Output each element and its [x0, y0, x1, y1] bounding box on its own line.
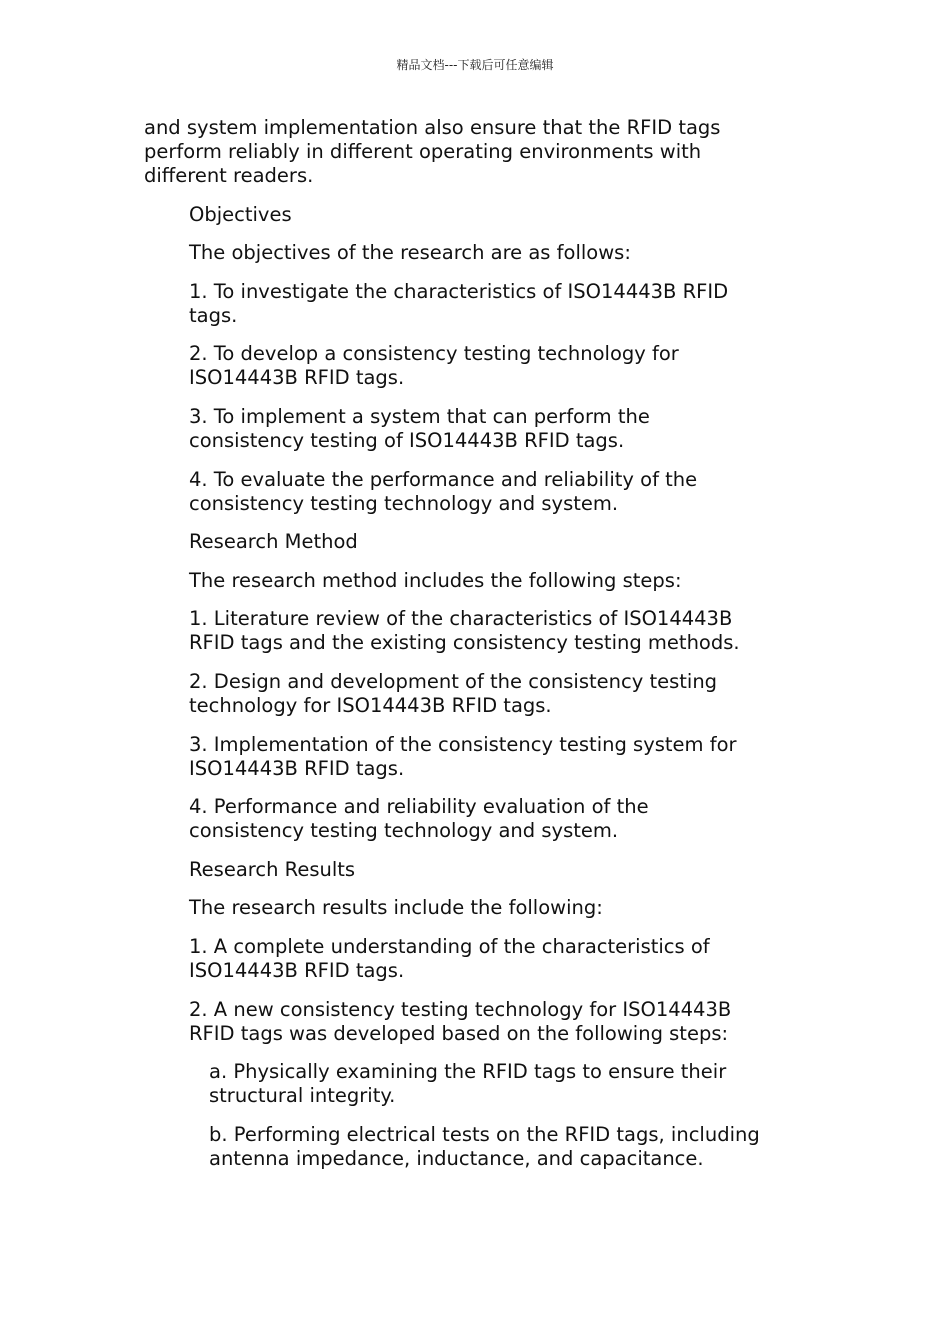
text-line: 4. To evaluate the performance and reliability of the	[189, 467, 698, 491]
paragraph	[144, 342, 824, 390]
text-line: and system implementation also ensure that the RFID tags	[144, 116, 721, 139]
text-line: RFID tags and the existing consistency testing methods.	[189, 631, 740, 655]
text-line: 3. Implementation of the consistency testing system for	[189, 732, 737, 756]
text-line: 4. Performance and reliability evaluation of the	[189, 795, 649, 819]
paragraph	[144, 1123, 824, 1171]
text-line: antenna impedance, inductance, and capacitance.	[209, 1146, 704, 1170]
text-line: consistency testing technology and system.	[189, 819, 619, 843]
text-line: 2. Design and development of the consistency testing	[189, 669, 718, 693]
text-line: The objectives of the research are as follows:	[189, 241, 631, 265]
paragraph	[144, 896, 824, 920]
text-line: 3. To implement a system that can perform the	[189, 404, 650, 428]
document-body	[144, 116, 824, 1185]
paragraph	[144, 998, 824, 1046]
paragraph	[144, 733, 824, 781]
text-line: 1. To investigate the characteristics of ISO14443B RFID	[189, 279, 729, 303]
paragraph	[144, 116, 824, 188]
paragraph	[144, 607, 824, 655]
text-line: Research Method	[189, 530, 358, 554]
paragraph	[144, 405, 824, 453]
text-line: ISO14443B RFID tags.	[189, 958, 405, 982]
text-line: consistency testing technology and system.	[189, 491, 619, 515]
paragraph	[144, 935, 824, 983]
text-line: 2. To develop a consistency testing technology for	[189, 342, 679, 366]
text-line: structural integrity.	[209, 1084, 396, 1108]
paragraph	[144, 1060, 824, 1108]
text-line: perform reliably in different operating environments with	[144, 140, 702, 163]
paragraph	[144, 280, 824, 328]
text-line: 1. A complete understanding of the characteristics of	[189, 934, 710, 958]
paragraph	[144, 203, 824, 227]
text-line: different readers.	[144, 164, 314, 187]
paragraph	[144, 858, 824, 882]
page-header: 精品文档---下载后可任意编辑	[396, 58, 554, 72]
paragraph	[144, 530, 824, 554]
text-line: ISO14443B RFID tags.	[189, 756, 405, 780]
text-line: 2. A new consistency testing technology for ISO14443B	[189, 997, 732, 1021]
paragraph	[144, 569, 824, 593]
text-line: technology for ISO14443B RFID tags.	[189, 693, 552, 717]
text-line: Objectives	[189, 202, 292, 226]
paragraph	[144, 241, 824, 265]
paragraph	[144, 670, 824, 718]
text-line: RFID tags was developed based on the following steps:	[189, 1021, 729, 1045]
text-line: b. Performing electrical tests on the RFID tags, including	[209, 1122, 760, 1146]
text-line: The research method includes the following steps:	[189, 568, 682, 592]
text-line: a. Physically examining the RFID tags to ensure their	[209, 1060, 727, 1084]
text-line: ISO14443B RFID tags.	[189, 366, 405, 390]
paragraph	[144, 795, 824, 843]
text-line: tags.	[189, 303, 238, 327]
text-line: Research Results	[189, 857, 356, 881]
text-line: 1. Literature review of the characteristics of ISO14443B	[189, 607, 733, 631]
paragraph	[144, 468, 824, 516]
text-line: consistency testing of ISO14443B RFID tags.	[189, 428, 625, 452]
text-line: The research results include the following:	[189, 896, 603, 920]
